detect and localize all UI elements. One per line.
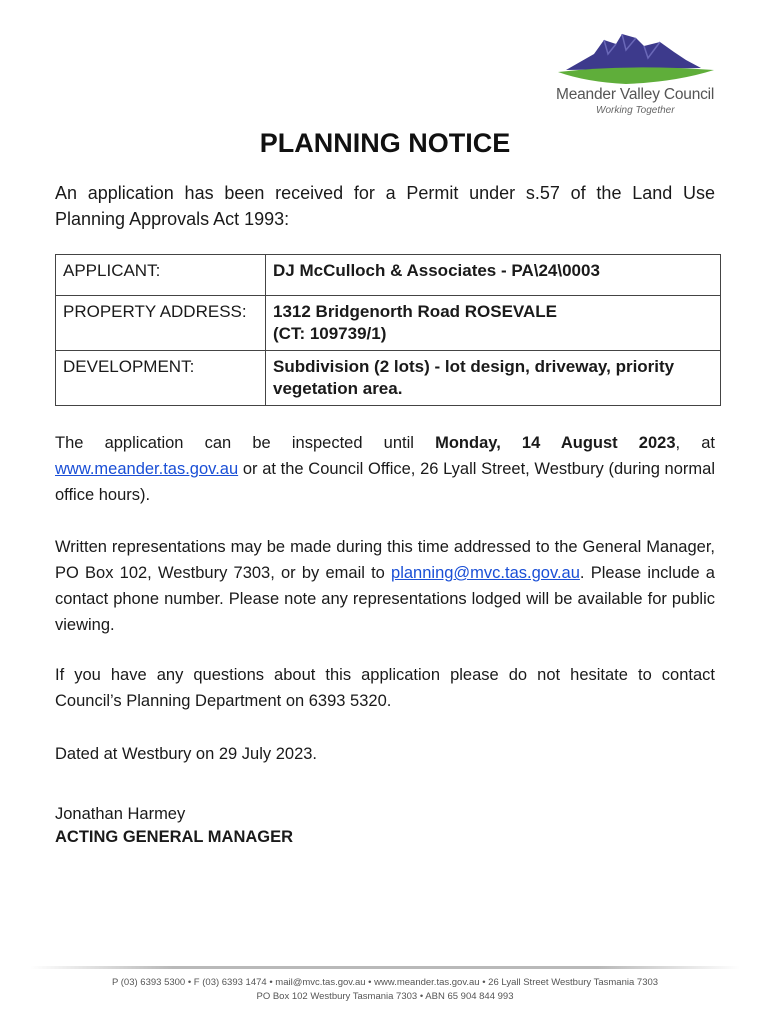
address-line-2: (CT: 109739/1) bbox=[273, 324, 387, 343]
email-link[interactable]: planning@mvc.tas.gov.au bbox=[391, 564, 580, 582]
representations-paragraph bbox=[55, 534, 715, 638]
signatory-title: ACTING GENERAL MANAGER bbox=[55, 828, 294, 846]
dated-line: Dated at Westbury on 29 July 2023. bbox=[55, 745, 318, 763]
applicant-value: DJ McCulloch & Associates - PA\24\0003 bbox=[266, 255, 721, 296]
applicant-label: APPLICANT: bbox=[56, 255, 266, 296]
address-value bbox=[266, 296, 721, 351]
table-row-development bbox=[56, 351, 721, 406]
representations-text-start: Written representations may be made during this time addressed to the General Manager, PO Box 102, Westbury 7303, or by email to bbox=[55, 538, 715, 582]
council-name: Meander Valley Council bbox=[556, 86, 715, 103]
footer-postal-line: PO Box 102 Westbury Tasmania 7303 • ABN 65 904 844 993 bbox=[256, 991, 514, 1002]
inspection-paragraph bbox=[55, 430, 715, 508]
inspection-text-start: The application can be inspected until bbox=[55, 434, 436, 452]
signatory-name: Jonathan Harmey bbox=[55, 805, 186, 823]
application-details-table bbox=[55, 254, 721, 406]
table-row-address bbox=[56, 296, 721, 351]
inspection-deadline: Monday, 14 August 2023 bbox=[435, 434, 676, 452]
representations-text-end: . Please include a contact phone number. Please note any representations lodged will be available for public viewing. bbox=[55, 564, 715, 634]
inspection-text-end: or at the Council Office, 26 Lyall Street, Westbury (during normal office hours). bbox=[55, 460, 715, 504]
footer-divider bbox=[30, 966, 740, 969]
development-label: DEVELOPMENT: bbox=[56, 351, 266, 406]
mountain-logo-icon bbox=[556, 30, 716, 86]
address-label: PROPERTY ADDRESS: bbox=[56, 296, 266, 351]
questions-paragraph: If you have any questions about this application please do not hesitate to contact Council’s Planning Department on 6393 5320. bbox=[55, 666, 715, 710]
development-value: Subdivision (2 lots) - lot design, driveway, priority vegetation area. bbox=[266, 351, 721, 406]
address-line-1: 1312 Bridgenorth Road ROSEVALE bbox=[273, 302, 558, 321]
page-title: PLANNING NOTICE bbox=[259, 128, 511, 158]
website-link[interactable]: www.meander.tas.gov.au bbox=[55, 460, 239, 478]
table-row-applicant bbox=[56, 255, 721, 296]
footer-contact-line: P (03) 6393 5300 • F (03) 6393 1474 • mail@mvc.tas.gov.au • www.meander.tas.gov.au • 26 Lyall Street Westbury Tasmania 7303 bbox=[111, 977, 659, 988]
intro-text: An application has been received for a Permit under s.57 of the Land Use Planning Approvals Act 1993: bbox=[55, 183, 715, 229]
council-tagline: Working Together bbox=[596, 105, 675, 116]
inspection-text-mid: , at bbox=[675, 434, 716, 452]
council-logo bbox=[548, 30, 723, 120]
